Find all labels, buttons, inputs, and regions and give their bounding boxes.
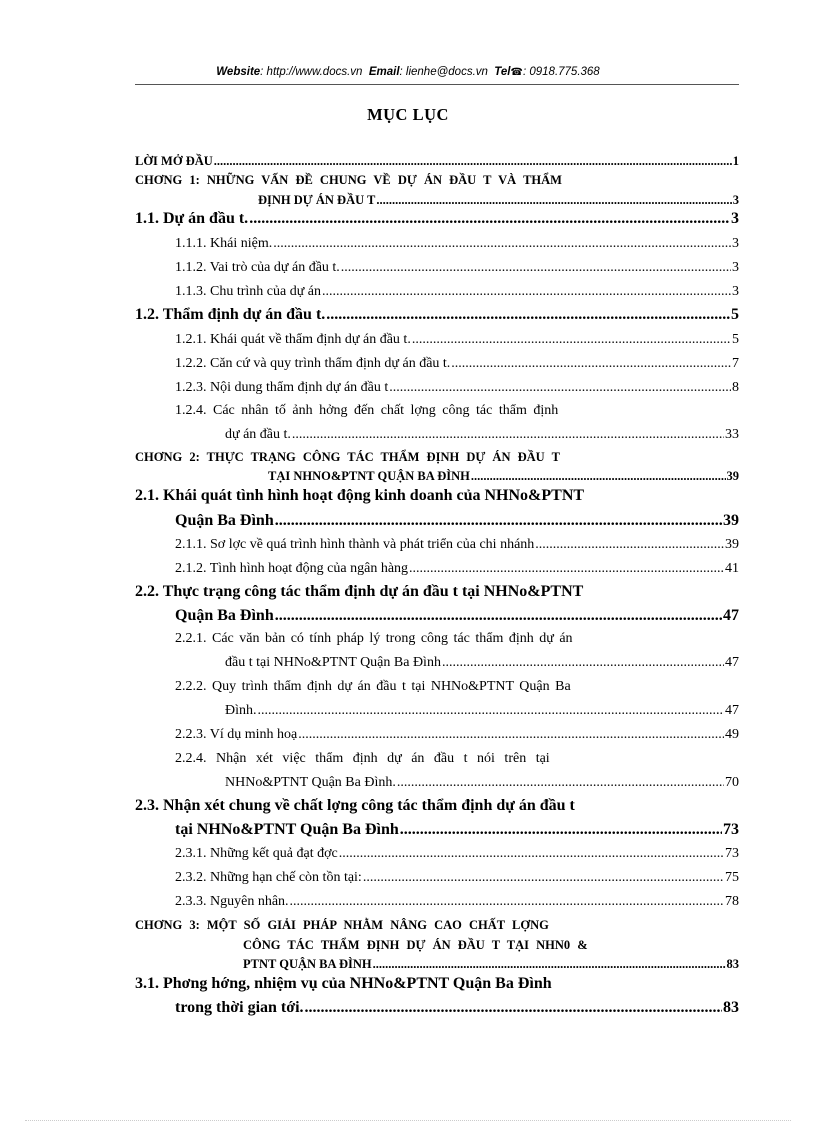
toc-entry-text: 2.3.3. Nguyên nhân. — [175, 894, 289, 909]
toc-entry-text[interactable]: 2.2.1. Các văn bản có tính pháp lý trong công tác thẩm định dự án — [175, 631, 573, 646]
toc-entry-page: 70 — [725, 775, 739, 790]
page-header — [0, 66, 816, 78]
toc-entry-text[interactable]: 2.1. Khái quát tình hình hoạt động kinh doanh của NHNo&PTNT — [135, 487, 585, 504]
toc-entry-page: 3 — [732, 236, 739, 251]
toc-entry-text: Quận Ba Đình — [175, 607, 274, 624]
toc-entry-text: PTNT QUẬN BA ĐÌNH — [243, 957, 372, 971]
toc-entry[interactable] — [258, 193, 739, 208]
toc-entry[interactable] — [225, 775, 739, 791]
toc-entry-text: 2.2.3. Ví dụ minh hoạ — [175, 727, 298, 742]
toc-entry-text[interactable]: CHƠNG 2: THỰC TRẠNG CÔNG TÁC THẨM ĐỊNH DỰ ÁN ĐẦU T — [135, 450, 560, 464]
toc-entry[interactable] — [175, 380, 739, 396]
toc-entry-text: 2.1.1. Sơ lợc về quá trình hình thành và phát triển của chi nhánh — [175, 537, 535, 552]
toc-entry-text[interactable]: CÔNG TÁC THẨM ĐỊNH DỰ ÁN ĐẦU T TẠI NHN0 & — [243, 938, 588, 952]
toc-entry[interactable] — [175, 999, 739, 1017]
toc-entry-page: 47 — [725, 655, 739, 670]
toc-entry-page: 49 — [725, 727, 739, 742]
toc-entry[interactable] — [175, 332, 739, 348]
toc-entry-text[interactable]: CHƠNG 3: MỘT SỐ GIẢI PHÁP NHẰM NÂNG CAO CHẤT LỢNG — [135, 918, 549, 932]
toc-entry-text: NHNo&PTNT Quận Ba Đình. — [225, 775, 396, 790]
website-label: Website — [216, 66, 261, 78]
toc-entry-text[interactable]: 3.1. Phơng hớng, nhiệm vụ của NHNo&PTNT Quận Ba Đình — [135, 975, 552, 992]
toc-entry-text: 1.1.2. Vai trò của dự án đầu t. — [175, 260, 340, 275]
toc-entry[interactable] — [225, 427, 739, 443]
toc-entry-text[interactable]: 1.2.4. Các nhân tố ảnh hởng đến chất lợng công tác thẩm định — [175, 403, 559, 418]
toc-entry-text: LỜI MỞ ĐẦU — [135, 154, 213, 168]
toc-entry-text[interactable]: 2.2.4. Nhận xét việc thẩm định dự án đầu t nói trên tại — [175, 751, 550, 766]
toc-entry-page: 73 — [723, 821, 739, 838]
toc-entry[interactable] — [175, 260, 739, 276]
toc-entry-page: 83 — [723, 999, 739, 1016]
toc-entry-text: 1.2.2. Căn cứ và quy trình thẩm định dự án đầu t. — [175, 356, 451, 371]
toc-entry-text: tại NHNo&PTNT Quận Ba Đình — [175, 821, 399, 838]
toc-entry-text: ĐỊNH DỰ ÁN ĐẦU T — [258, 193, 376, 207]
toc-entry[interactable] — [225, 655, 739, 671]
bottom-divider — [25, 1120, 791, 1121]
toc-entry[interactable] — [225, 703, 739, 719]
toc-entry-text: Quận Ba Đình — [175, 512, 274, 529]
email-value[interactable]: : lienhe@docs.vn — [399, 66, 488, 78]
toc-entry-page: 39 — [723, 512, 739, 529]
toc-entry-text: 2.1.2. Tình hình hoạt động của ngân hàng — [175, 561, 409, 576]
tel-value: : 0918.775.368 — [522, 66, 600, 78]
toc-entry-page: 39 — [726, 469, 739, 483]
page-title: MỤC LỤC — [367, 105, 449, 124]
toc-entry-page: 3 — [732, 260, 739, 275]
toc-entry-text: Đình. — [225, 703, 257, 718]
toc-entry-text: đầu t tại NHNo&PTNT Quận Ba Đình — [225, 655, 441, 670]
toc-entry-text: 1.2. Thẩm định dự án đầu t. — [135, 306, 326, 323]
toc-entry-text: TẠI NHNO&PTNT QUẬN BA ĐÌNH — [268, 469, 470, 483]
website-value[interactable]: : http://www.docs.vn — [260, 66, 363, 78]
toc-entry-page: 39 — [725, 537, 739, 552]
email-label: Email — [368, 66, 400, 78]
toc-entry[interactable] — [175, 870, 739, 886]
toc-entry-page: 8 — [732, 380, 739, 395]
header-rule — [135, 84, 739, 85]
toc-entry[interactable] — [175, 512, 739, 530]
toc-entry-page: 33 — [725, 427, 739, 442]
toc-entry[interactable] — [175, 284, 739, 300]
toc-entry-text: 1.1.3. Chu trình của dự án — [175, 284, 322, 299]
toc-entry-text: trong thời gian tới. — [175, 999, 304, 1016]
toc-entry[interactable] — [175, 561, 739, 577]
toc-entry[interactable] — [175, 356, 739, 372]
toc-entry-page: 1 — [732, 154, 739, 168]
toc-entry[interactable] — [175, 607, 739, 625]
phone-icon: ☎ — [510, 67, 523, 78]
toc-entry-text[interactable]: CHƠNG 1: NHỮNG VẤN ĐỀ CHUNG VỀ DỰ ÁN ĐẦU T VÀ THẨM — [135, 173, 562, 187]
toc-entry-text: 1.2.1. Khái quát về thẩm định dự án đầu t. — [175, 332, 411, 347]
toc-entry-text: 1.1.1. Khái niệm. — [175, 236, 273, 251]
toc-entry-page: 3 — [731, 210, 739, 227]
toc-entry-text: 2.3.1. Những kết quả đạt đợc — [175, 846, 338, 861]
toc-entry-page: 83 — [726, 957, 739, 971]
toc-entry-text: 1.1. Dự án đầu t. — [135, 210, 249, 227]
toc-entry-page: 73 — [725, 846, 739, 861]
toc-entry[interactable] — [175, 727, 739, 743]
toc-entry-text[interactable]: 2.3. Nhận xét chung về chất lợng công tác thẩm định dự án đầu t — [135, 797, 575, 814]
toc-entry-page: 41 — [725, 561, 739, 576]
toc-entry-page: 7 — [732, 356, 739, 371]
toc-entry-text[interactable]: 2.2.2. Quy trình thẩm định dự án đầu t tại NHNo&PTNT Quận Ba — [175, 679, 571, 694]
toc-entry-page: 78 — [725, 894, 739, 909]
toc-entry[interactable] — [175, 236, 739, 252]
toc-entry-text[interactable]: 2.2. Thực trạng công tác thẩm định dự án đầu t tại NHNo&PTNT — [135, 583, 584, 600]
toc-entry-page: 5 — [732, 332, 739, 347]
toc-entry[interactable] — [135, 210, 739, 228]
toc-entry[interactable] — [175, 537, 739, 553]
toc-entry-page: 3 — [732, 284, 739, 299]
toc-entry-text: 1.2.3. Nội dung thẩm định dự án đầu t — [175, 380, 389, 395]
toc-entry[interactable] — [175, 894, 739, 910]
toc-entry[interactable] — [135, 306, 739, 324]
toc-entry[interactable] — [135, 154, 739, 169]
toc-entry[interactable] — [268, 469, 739, 484]
toc-entry-page: 3 — [732, 193, 739, 207]
toc-entry-text: dự án đầu t. — [225, 427, 291, 442]
toc-entry[interactable] — [175, 821, 739, 839]
toc-entry-page: 5 — [731, 306, 739, 323]
toc-entry[interactable] — [243, 957, 739, 972]
toc-entry-page: 75 — [725, 870, 739, 885]
toc-entry-page: 47 — [723, 607, 739, 624]
toc-entry-page: 47 — [725, 703, 739, 718]
toc-entry-text: 2.3.2. Những hạn chế còn tồn tại: — [175, 870, 362, 885]
tel-label: Tel — [494, 66, 511, 78]
toc-entry[interactable] — [175, 846, 739, 862]
